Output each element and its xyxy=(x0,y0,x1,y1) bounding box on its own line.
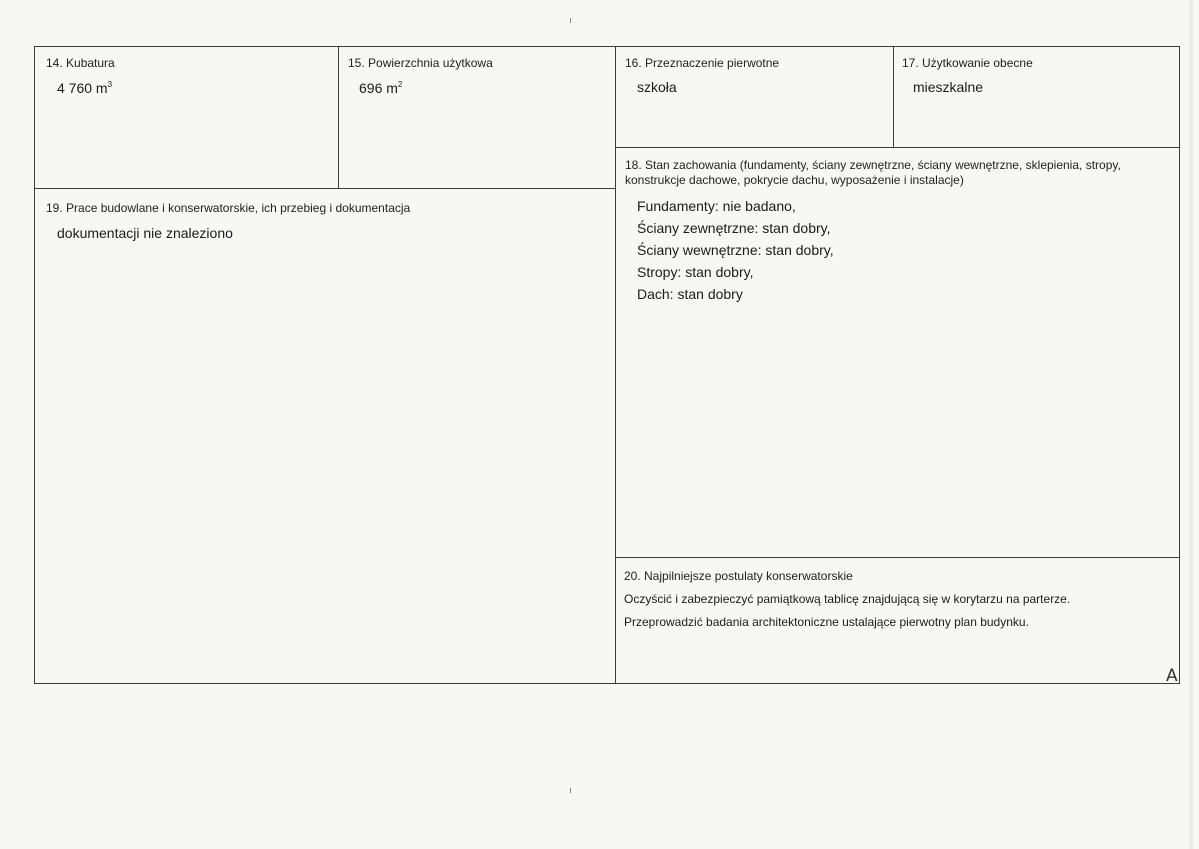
field-17-label: 17. Użytkowanie obecne xyxy=(902,56,1033,70)
field-18-line: Ściany zewnętrzne: stan dobry, xyxy=(637,220,831,236)
page-edge xyxy=(1189,0,1193,849)
field-14-label: 14. Kubatura xyxy=(46,56,115,70)
scan-speck xyxy=(570,18,571,23)
scan-speck xyxy=(570,788,571,793)
field-20-line: Oczyścić i zabezpieczyć pamiątkową tablicę znajdującą się w korytarzu na parterze. xyxy=(624,592,1071,606)
divider xyxy=(34,188,616,189)
field-18-label: 18. Stan zachowania (fundamenty, ściany zewnętrzne, ściany wewnętrzne, sklepienia, stropy, konstrukcje dachowe, pokrycie dachu, wyposażenie i instalacje) xyxy=(625,158,1121,187)
field-20-line: Przeprowadzić badania architektoniczne ustalające pierwotny plan budynku. xyxy=(624,615,1029,629)
divider xyxy=(338,46,339,189)
field-17-value: mieszkalne xyxy=(913,79,984,95)
field-18-line: Fundamenty: nie badano, xyxy=(637,198,796,214)
field-18-value xyxy=(637,195,834,305)
field-15-exponent: 2 xyxy=(397,80,403,89)
field-16-label: 16. Przeznaczenie pierwotne xyxy=(625,56,780,70)
field-14-exponent: 3 xyxy=(107,80,113,89)
field-20-value xyxy=(624,588,1070,634)
field-16-value: szkoła xyxy=(637,79,677,95)
field-15-value xyxy=(359,77,402,99)
field-19-label: 19. Prace budowlane i konserwatorskie, ich przebieg i dokumentacja xyxy=(46,201,411,215)
field-18-line: Ściany wewnętrzne: stan dobry, xyxy=(637,242,834,258)
divider xyxy=(615,147,1180,148)
divider xyxy=(615,46,616,684)
field-18-line: Dach: stan dobry xyxy=(637,286,743,302)
field-14-value-text: 4 760 m xyxy=(57,80,108,96)
divider xyxy=(893,46,894,148)
field-15-value-text: 696 m xyxy=(359,80,398,96)
field-15-label: 15. Powierzchnia użytkowa xyxy=(348,56,493,70)
field-14-value xyxy=(57,77,112,99)
field-19-value: dokumentacji nie znaleziono xyxy=(57,225,233,241)
divider xyxy=(615,557,1180,558)
field-18-line: Stropy: stan dobry, xyxy=(637,264,754,280)
margin-handwritten-mark: A xyxy=(1166,666,1178,686)
field-20-label: 20. Najpilniejsze postulaty konserwatorskie xyxy=(624,569,853,583)
